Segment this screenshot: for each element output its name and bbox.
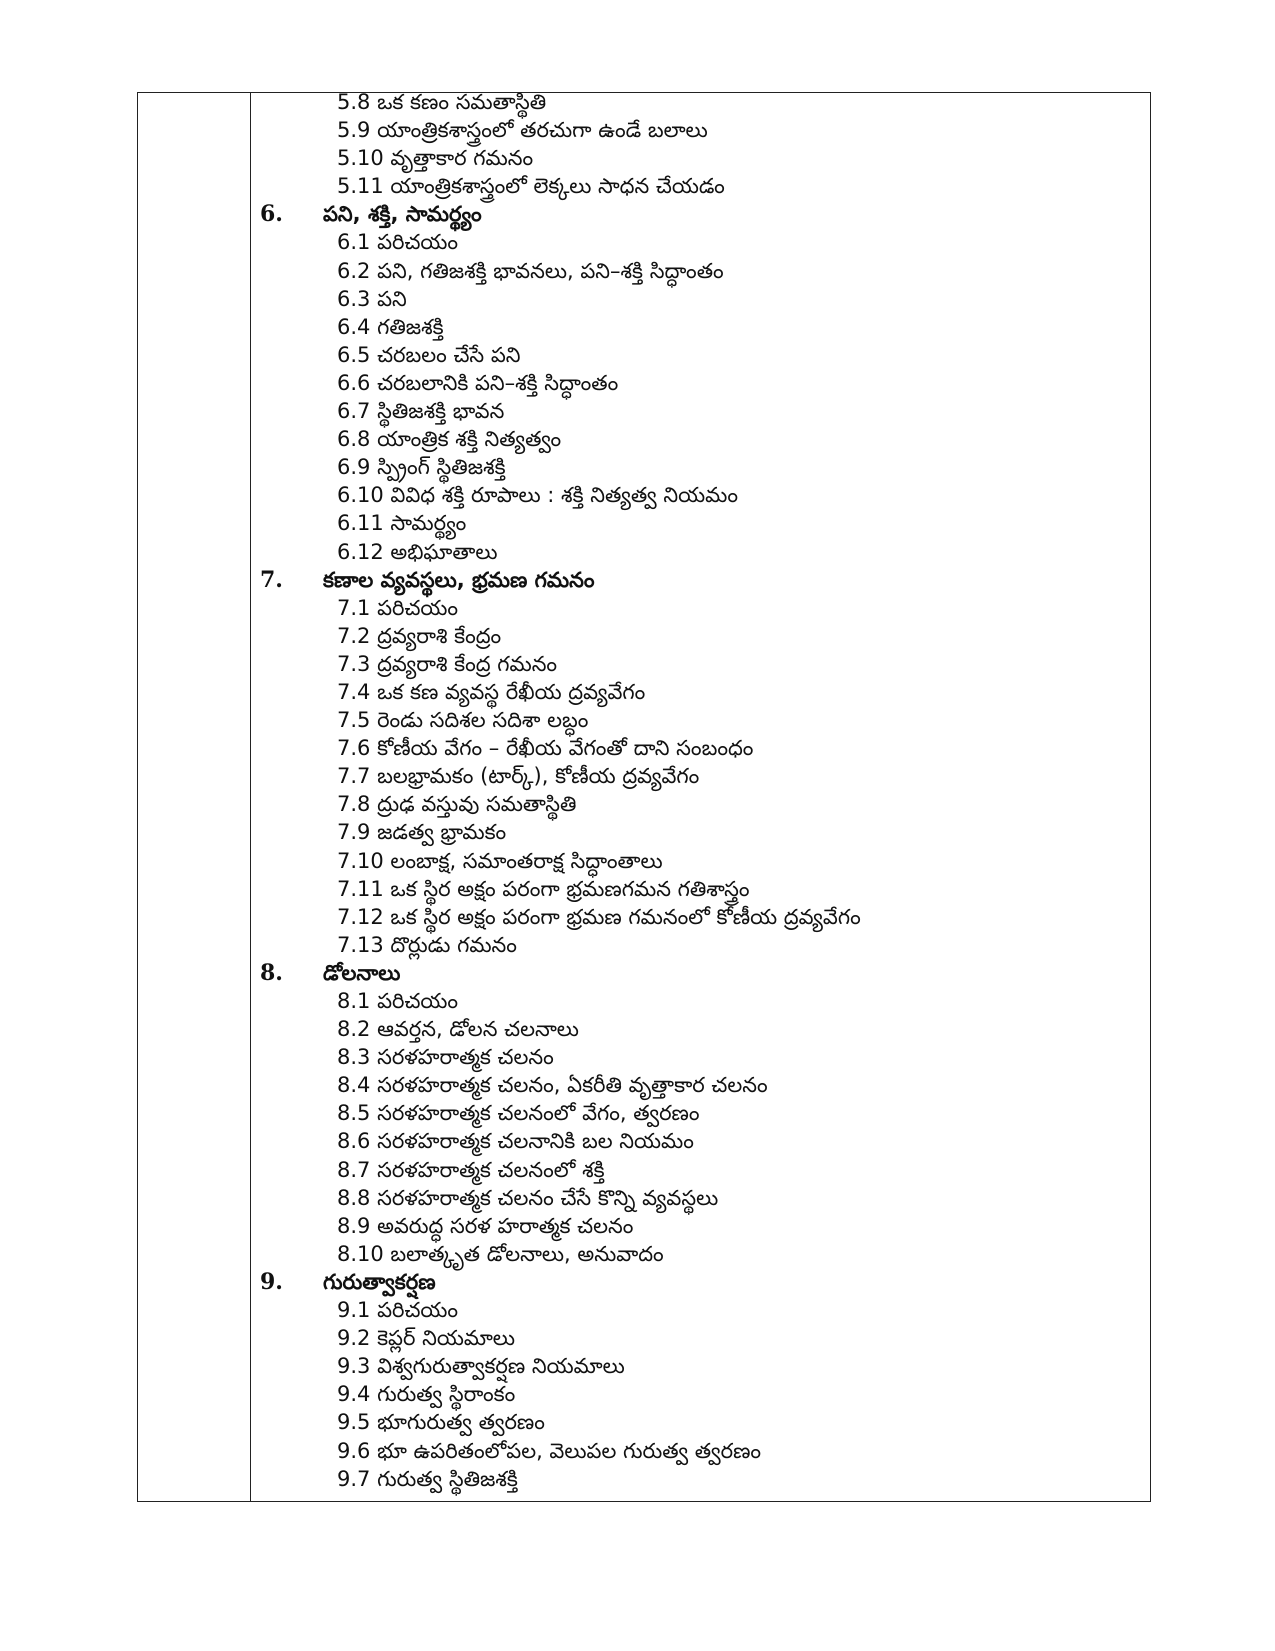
topic-label: 7.6 కోణీయ వేగం – రేఖీయ వేగంతో దాని సంబంధం [337,736,754,761]
topic-label: 6.5 చరబలం చేసే పని [337,342,521,367]
topic-label: 5.9 యాంత్రికశాస్త్రంలో తరచుగా ఉండే బలాలు [337,118,708,143]
chapter-title: డోలనాలు [323,960,401,985]
column-divider [250,92,251,1502]
topic-row [260,453,1140,481]
topic-row [260,1437,1140,1465]
topic-label: 6.4 గతిజశక్తి [337,314,444,339]
topic-label: 7.12 ఒక స్థిర అక్షం పరంగా భ్రమణ గమనంలో కోణీయ ద్రవ్యవేగం [337,904,861,929]
topic-row [260,1352,1140,1380]
topic-row [260,790,1140,818]
topic-row [260,622,1140,650]
topic-label: 7.9 జడత్వ భ్రామకం [337,820,507,845]
topic-row [260,1380,1140,1408]
topic-label: 7.13 దొర్లుడు గమనం [337,932,517,957]
topic-row [260,1015,1140,1043]
topic-label: 8.9 అవరుద్ధ సరళ హరాత్మక చలనం [337,1213,634,1238]
topic-row [260,1465,1140,1493]
topic-row [260,341,1140,369]
topic-label: 7.8 ద్రుఢ వస్తువు సమతాస్థితి [337,792,577,817]
topic-row [260,678,1140,706]
topic-label: 6.8 యాంత్రిక శక్తి నిత్యత్వం [337,427,562,452]
topic-row [260,1296,1140,1324]
chapter-row [260,566,1140,594]
topic-row [260,903,1140,931]
chapter-row [260,959,1140,987]
topic-label: 8.5 సరళహరాత్మక చలనంలో వేగం, త్వరణం [337,1101,700,1126]
topic-label: 7.4 ఒక కణ వ్యవస్థ రేఖీయ ద్రవ్యవేగం [337,679,646,704]
chapter-title: కణాల వ్యవస్థలు, భ్రమణ గమనం [323,567,595,592]
topic-row [260,257,1140,285]
topic-label: 6.9 స్ప్రింగ్ స్థితిజశక్తి [337,455,506,480]
topic-row [260,313,1140,341]
topic-row [260,172,1140,200]
topic-label: 5.11 యాంత్రికశాస్త్రంలో లెక్కలు సాధన చేయడం [337,174,725,199]
chapter-number: 7. [260,566,283,593]
topic-label: 8.2 ఆవర్తన, డోలన చలనాలు [337,1017,579,1042]
topic-label: 9.1 పరిచయం [337,1298,459,1323]
topic-label: 5.8 ఒక కణం సమతాస్థితి [337,90,547,114]
topic-label: 8.1 పరిచయం [337,989,459,1013]
topic-label: 6.12 అభిఘాతాలు [337,539,498,564]
topic-label: 9.4 గురుత్వ స్థిరాంకం [337,1382,516,1407]
topic-row [260,1043,1140,1071]
chapter-number: 6. [260,201,283,228]
topic-label: 7.2 ద్రవ్యరాశి కేంద్రం [337,623,502,648]
topic-row [260,144,1140,172]
topic-row [260,847,1140,875]
topic-label: 8.10 బలాత్కృత డోలనాలు, అనువాదం [337,1241,664,1266]
topic-row [260,369,1140,397]
topic-label: 7.7 బలభ్రామకం (టార్క్), కోణీయ ద్రవ్యవేగం [337,764,700,789]
topic-row [260,116,1140,144]
topic-label: 6.11 సామర్థ్యం [337,511,467,536]
topic-row [260,88,1140,116]
topic-row [260,818,1140,846]
topic-label: 9.7 గురుత్వ స్థితిజశక్తి [337,1466,518,1491]
topic-row [260,1240,1140,1268]
topic-label: 7.10 లంబాక్ష, సమాంతరాక్ష సిద్ధాంతాలు [337,848,663,873]
topic-row [260,734,1140,762]
topic-row [260,594,1140,622]
topic-row [260,987,1140,1015]
topic-label: 7.3 ద్రవ్యరాశి కేంద్ర గమనం [337,651,558,676]
topic-row [260,1156,1140,1184]
topic-row [260,1212,1140,1240]
topic-row [260,1127,1140,1155]
topic-row [260,509,1140,537]
topic-row [260,538,1140,566]
chapter-number: 9. [260,1268,283,1295]
topic-row [260,285,1140,313]
topic-label: 8.3 సరళహరాత్మక చలనం [337,1045,554,1070]
topic-row [260,650,1140,678]
topic-label: 8.4 సరళహరాత్మక చలనం, ఏకరీతి వృత్తాకార చలనం [337,1073,768,1098]
topic-row [260,481,1140,509]
syllabus-content [260,88,1140,1493]
chapter-row [260,200,1140,228]
chapter-title: పని, శక్తి, సామర్థ్యం [323,202,482,227]
topic-label: 6.2 పని, గతిజశక్తి భావనలు, పని–శక్తి సిద్ధాంతం [337,258,724,283]
topic-label: 8.8 సరళహరాత్మక చలనం చేసే కొన్ని వ్యవస్థలు [337,1185,719,1210]
topic-label: 6.1 పరిచయం [337,230,459,255]
topic-label: 5.10 వృత్తాకార గమనం [337,146,534,171]
topic-row [260,706,1140,734]
topic-label: 7.1 పరిచయం [337,595,459,620]
chapter-number: 8. [260,959,283,986]
topic-label: 6.10 వివిధ శక్తి రూపాలు : శక్తి నిత్యత్వ నియమం [337,483,738,508]
topic-row [260,1324,1140,1352]
topic-row [260,425,1140,453]
topic-label: 9.6 భూ ఉపరితంలోపల, వెలుపల గురుత్వ త్వరణం [337,1438,762,1463]
topic-label: 6.7 స్థితిజశక్తి భావన [337,399,505,424]
topic-label: 7.5 రెండు సదిశల సదిశా లబ్ధం [337,708,589,733]
topic-label: 8.6 సరళహరాత్మక చలనానికి బల నియమం [337,1129,694,1154]
chapter-row [260,1268,1140,1296]
topic-label: 9.2 కెప్లర్ నియమాలు [337,1326,515,1351]
topic-label: 6.3 పని [337,286,407,311]
topic-label: 9.3 విశ్వగురుత్వాకర్షణ నియమాలు [337,1354,625,1379]
topic-label: 6.6 చరబలానికి పని–శక్తి సిద్ధాంతం [337,370,619,395]
topic-row [260,397,1140,425]
chapter-title: గురుత్వాకర్షణ [323,1269,436,1294]
topic-row [260,1099,1140,1127]
topic-row [260,762,1140,790]
topic-row [260,931,1140,959]
topic-row [260,875,1140,903]
topic-label: 7.11 ఒక స్థిర అక్షం పరంగా భ్రమణగమన గతిశాస్త్రం [337,876,750,901]
topic-row [260,1071,1140,1099]
topic-row [260,1408,1140,1436]
topic-row [260,1184,1140,1212]
topic-label: 9.5 భూగురుత్వ త్వరణం [337,1410,545,1435]
topic-label: 8.7 సరళహరాత్మక చలనంలో శక్తి [337,1157,605,1182]
topic-row [260,228,1140,256]
